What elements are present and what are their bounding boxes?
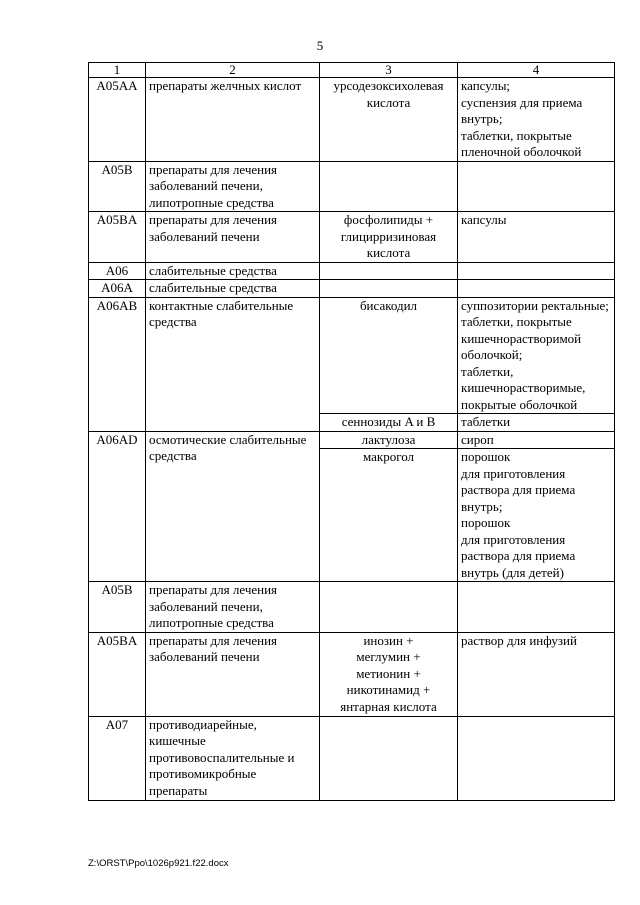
file-path-footer: Z:\ORST\Ppo\1026p921.f22.docx: [88, 858, 229, 869]
table-body: [89, 78, 615, 801]
drug-name-cell: [320, 582, 458, 633]
anatomical-group-cell: контактные слабительные средства: [146, 297, 320, 431]
anatomical-group-cell: противодиарейные, кишечные противовоспалительные и противомикробные препараты: [146, 716, 320, 800]
table-row: [89, 716, 615, 800]
dosage-form-cell: [458, 582, 615, 633]
drug-name-cell: лактулоза: [320, 431, 458, 449]
drug-name-cell: фосфолипиды + глицирризиновая кислота: [320, 212, 458, 263]
anatomical-group-cell: препараты для лечения заболеваний печени: [146, 632, 320, 716]
atc-code-cell: A05BA: [89, 212, 146, 263]
atc-code-cell: A07: [89, 716, 146, 800]
dosage-form-cell: сироп: [458, 431, 615, 449]
drug-name-cell: сеннозиды A и B: [320, 414, 458, 432]
table-row: [89, 632, 615, 716]
drug-name-cell: [320, 716, 458, 800]
atc-code-cell: A06AD: [89, 431, 146, 582]
dosage-form-cell: суппозитории ректальные; таблетки, покрытые кишечнорастворимой оболочкой; таблетки, кишечнорастворимые, покрытые оболочкой: [458, 297, 615, 414]
table-row: [89, 582, 615, 633]
anatomical-group-cell: слабительные средства: [146, 280, 320, 298]
atc-code-cell: A05B: [89, 582, 146, 633]
atc-code-cell: A05BA: [89, 632, 146, 716]
column-header: 4: [458, 63, 615, 78]
drug-name-cell: бисакодил: [320, 297, 458, 414]
atc-code-cell: A05B: [89, 161, 146, 212]
anatomical-group-cell: препараты желчных кислот: [146, 78, 320, 162]
table-row: [89, 212, 615, 263]
dosage-form-cell: капсулы: [458, 212, 615, 263]
dosage-form-cell: таблетки: [458, 414, 615, 432]
dosage-form-cell: [458, 262, 615, 280]
dosage-form-cell: раствор для инфузий: [458, 632, 615, 716]
table-row: [89, 78, 615, 162]
page-number: 5: [316, 38, 324, 53]
dosage-form-cell: [458, 716, 615, 800]
dosage-form-cell: порошок для приготовления раствора для приема внутрь; порошок для приготовления раствора для приема внутрь (для детей): [458, 449, 615, 582]
column-header: 2: [146, 63, 320, 78]
table-row: [89, 297, 615, 414]
atc-code-cell: A05AA: [89, 78, 146, 162]
anatomical-group-cell: слабительные средства: [146, 262, 320, 280]
anatomical-group-cell: препараты для лечения заболеваний печени, липотропные средства: [146, 582, 320, 633]
table-header-row: [89, 63, 615, 78]
table-row: [89, 280, 615, 298]
table-row: [89, 262, 615, 280]
drug-name-cell: инозин + меглумин + метионин + никотинамид + янтарная кислота: [320, 632, 458, 716]
drug-name-cell: урсодезоксихолевая кислота: [320, 78, 458, 162]
dosage-form-cell: [458, 161, 615, 212]
anatomical-group-cell: осмотические слабительные средства: [146, 431, 320, 582]
drug-name-cell: [320, 161, 458, 212]
dosage-form-cell: [458, 280, 615, 298]
dosage-form-cell: капсулы; суспензия для приема внутрь; таблетки, покрытые пленочной оболочкой: [458, 78, 615, 162]
column-header: 1: [89, 63, 146, 78]
drug-name-cell: макрогол: [320, 449, 458, 582]
atc-code-cell: A06: [89, 262, 146, 280]
drug-name-cell: [320, 280, 458, 298]
anatomical-group-cell: препараты для лечения заболеваний печени: [146, 212, 320, 263]
column-header: 3: [320, 63, 458, 78]
drug-name-cell: [320, 262, 458, 280]
anatomical-group-cell: препараты для лечения заболеваний печени, липотропные средства: [146, 161, 320, 212]
atc-code-cell: A06A: [89, 280, 146, 298]
atc-code-cell: A06AB: [89, 297, 146, 431]
drug-list-table: [88, 62, 615, 801]
table-row: [89, 431, 615, 449]
table-row: [89, 161, 615, 212]
